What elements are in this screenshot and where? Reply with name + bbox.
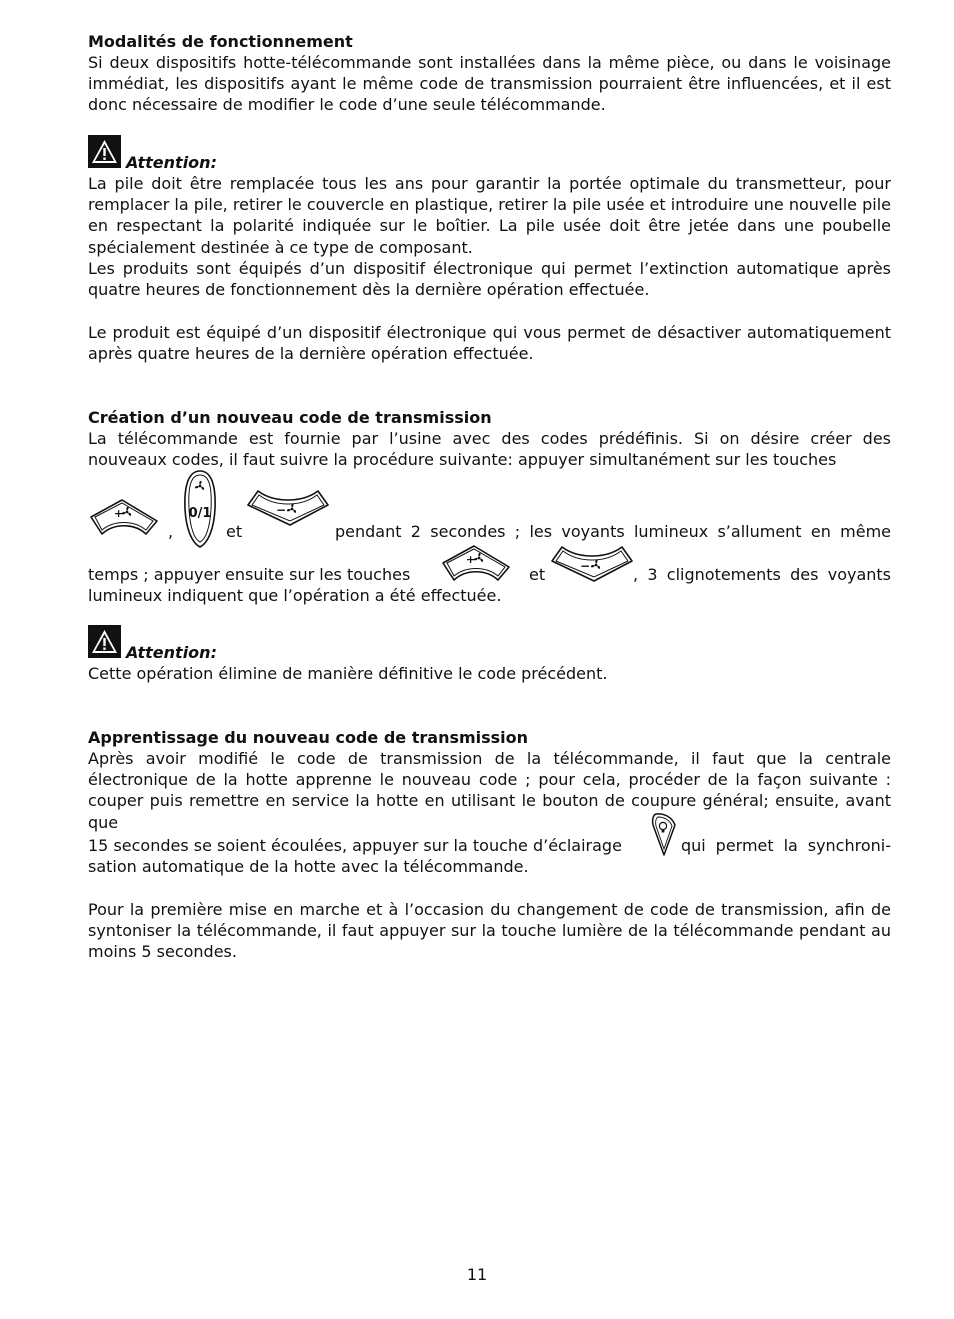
warning-icon-2	[88, 625, 121, 658]
page-number: 11	[466, 1265, 488, 1284]
fan-plus-key-icon	[88, 497, 160, 539]
section-heading-apprentissage: Apprentissage du nouveau code de transmission	[88, 728, 529, 747]
light-line-start: 15 secondes se soient écoulées, appuyer sur la touche d’éclairage	[88, 836, 622, 855]
svg-text:−: −	[276, 503, 287, 517]
fan-minus-key-icon	[246, 485, 330, 529]
section-body-final: Pour la première mise en marche et à l’occasion du changement de code de transmission, afin de syntoniser la télécommande, il faut appuyer sur la touche lumière de la télécommande pendant au moins 5 secondes.	[88, 900, 891, 962]
svg-text:+: +	[114, 507, 124, 520]
creation-line-3-rest: , 3 clignotements des voyants	[633, 565, 891, 584]
attention-label: Attention:	[126, 153, 217, 172]
fan-minus-key-icon-2	[550, 541, 634, 585]
power-key-icon	[182, 469, 218, 549]
attention-body-auto-off: Les produits sont équipés d’un dispositif électronique qui permet l’extinction automatique après quatre heures de fonctionnement dès la dernière opération effectuée.	[88, 259, 891, 300]
attention-body-battery: La pile doit être remplacée tous les ans pour garantir la portée optimale du transmetteur, pour remplacer la pile, retirer le couvercle en plastique, retirer la pile usée et introduire une nouvelle pile en respectant la polarité indiquée sur le boîtier. La pile usée doit être jetée dans une poubelle spécialement destinée à ce type de composant.	[88, 174, 891, 257]
svg-text:0/1: 0/1	[188, 506, 212, 521]
separator-et-2: et	[529, 565, 546, 584]
attention-body-code: Cette opération élimine de manière définitive le code précédent.	[88, 664, 608, 683]
separator-et: et	[226, 522, 243, 541]
warning-icon	[88, 135, 121, 168]
fan-plus-key-icon-2	[440, 543, 512, 585]
creation-line-2: pendant 2 secondes ; les voyants lumineux s’allument en même	[335, 522, 891, 541]
section-body-modalites: Si deux dispositifs hotte-télécommande sont installées dans la même pièce, ou dans le voisinage immédiat, les dispositifs ayant le même code de transmission pourraient être influencées, et il est donc nécessaire de modifier le code d’une seule télécommande.	[88, 53, 891, 115]
svg-text:+: +	[466, 553, 476, 566]
key-sequence-row	[88, 469, 891, 549]
svg-text:−: −	[580, 559, 591, 573]
attention-label-2: Attention:	[126, 643, 217, 662]
light-key-icon	[650, 811, 678, 857]
section-body-creation-intro: La télécommande est fournie par l’usine avec des codes prédéfinis. Si on désire créer des nouveaux codes, il faut suivre la procédure suivante: appuyer simultanément sur les touches	[88, 429, 891, 470]
light-line-last: sation automatique de la hotte avec la télécommande.	[88, 857, 529, 876]
attention-body-deactivate: Le produit est équipé d’un dispositif électronique qui vous permet de désactiver automatiquement après quatre heures de la dernière opération effectuée.	[88, 323, 891, 364]
creation-line-4: lumineux indiquent que l’opération a été effectuée.	[88, 586, 502, 605]
light-line-rest: qui permet la synchroni-	[681, 836, 891, 855]
creation-line-3-start: temps ; appuyer ensuite sur les touches	[88, 565, 411, 584]
key-sequence-row-2	[88, 541, 891, 591]
separator-comma: ,	[168, 522, 174, 541]
section-heading-modalites: Modalités de fonctionnement	[88, 32, 353, 51]
section-heading-creation: Création d’un nouveau code de transmission	[88, 408, 492, 427]
section-body-apprentissage: Après avoir modifié le code de transmission de la télécommande, il faut que la centrale électronique de la hotte apprenne le nouveau code ; pour cela, procéder de la façon suivante : couper puis remettre en service la hotte en utilisant le bouton de coupure général; ensuite, avant que	[88, 749, 891, 832]
